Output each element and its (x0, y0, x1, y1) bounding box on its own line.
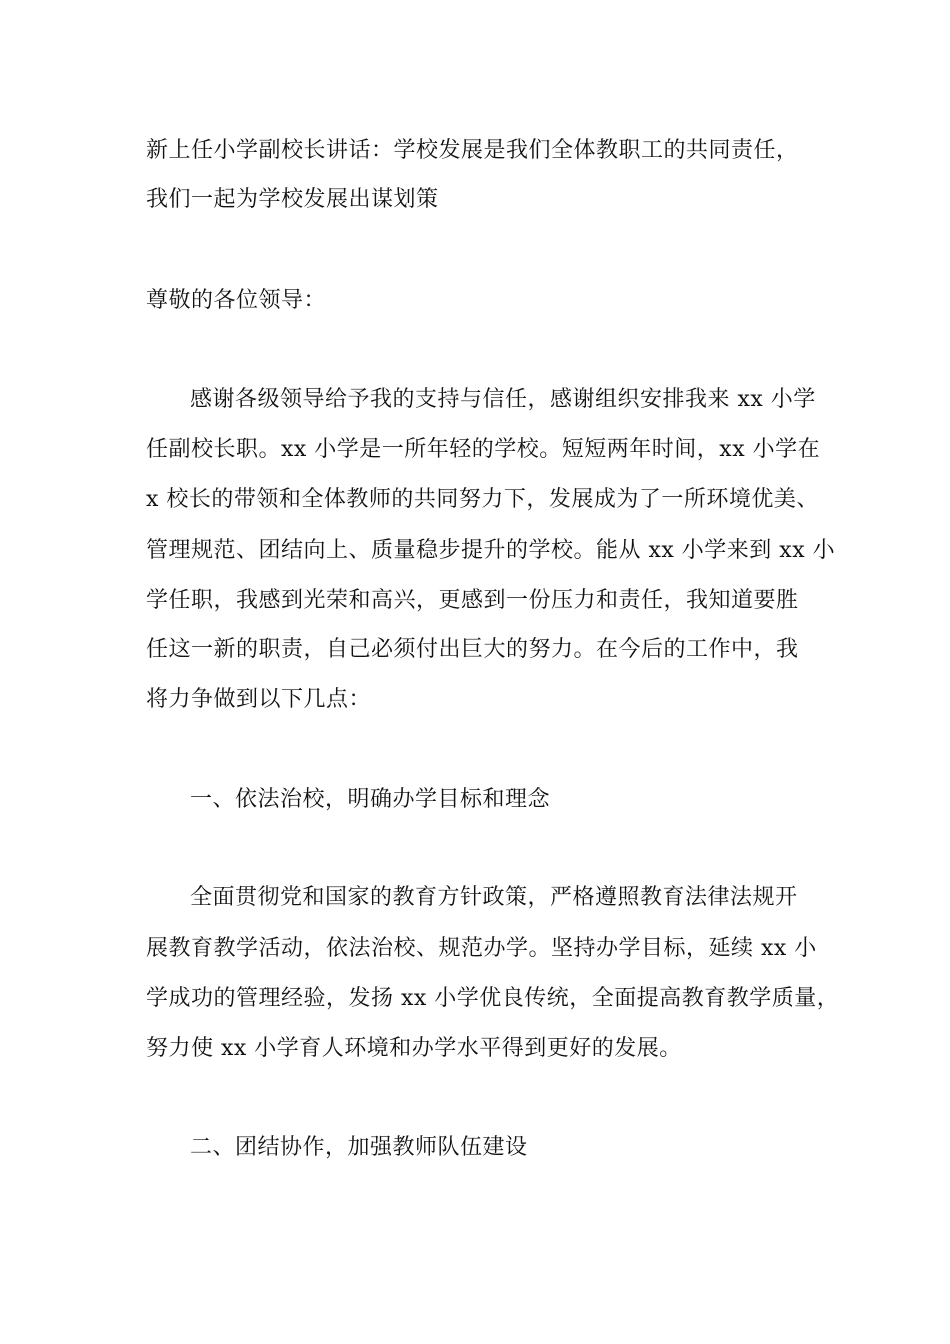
intro-line: 将力争做到以下几点： (146, 687, 372, 712)
intro-line: 任副校长职。xx 小学是一所年轻的学校。短短两年时间，xx 小学在 (146, 437, 821, 462)
intro-line: 学任职，我感到光荣和高兴，更感到一份压力和责任，我知道要胜 (146, 588, 799, 613)
intro-line: 任这一新的职责，自己必须付出巨大的努力。在今后的工作中，我 (146, 637, 799, 662)
section1-line: 全面贯彻党和国家的教育方针政策，严格遵照教育法律法规开 (190, 885, 798, 910)
intro-line: x 校长的带领和全体教师的共同努力下，发展成为了一所环境优美、 (146, 487, 819, 512)
section1-line: 展教育教学活动，依法治校、规范办学。坚持办学目标，延续 xx 小 (146, 936, 817, 961)
title-line-1: 新上任小学副校长讲话：学校发展是我们全体教职工的共同责任， (146, 138, 799, 163)
salutation: 尊敬的各位领导： (146, 288, 327, 313)
section-heading-1: 一、依法治校，明确办学目标和理念 (190, 787, 551, 812)
section1-line: 努力使 xx 小学育人环境和办学水平得到更好的发展。 (146, 1036, 682, 1061)
section1-line: 学成功的管理经验，发扬 xx 小学优良传统，全面提高教育教学质量， (146, 986, 840, 1011)
section-heading-2: 二、团结协作，加强教师队伍建设 (190, 1135, 528, 1160)
intro-line: 管理规范、团结向上、质量稳步提升的学校。能从 xx 小学来到 xx 小 (146, 538, 836, 563)
title-line-2: 我们一起为学校发展出谋划策 (146, 187, 439, 212)
intro-line: 感谢各级领导给予我的支持与信任，感谢组织安排我来 xx 小学 (190, 387, 816, 412)
